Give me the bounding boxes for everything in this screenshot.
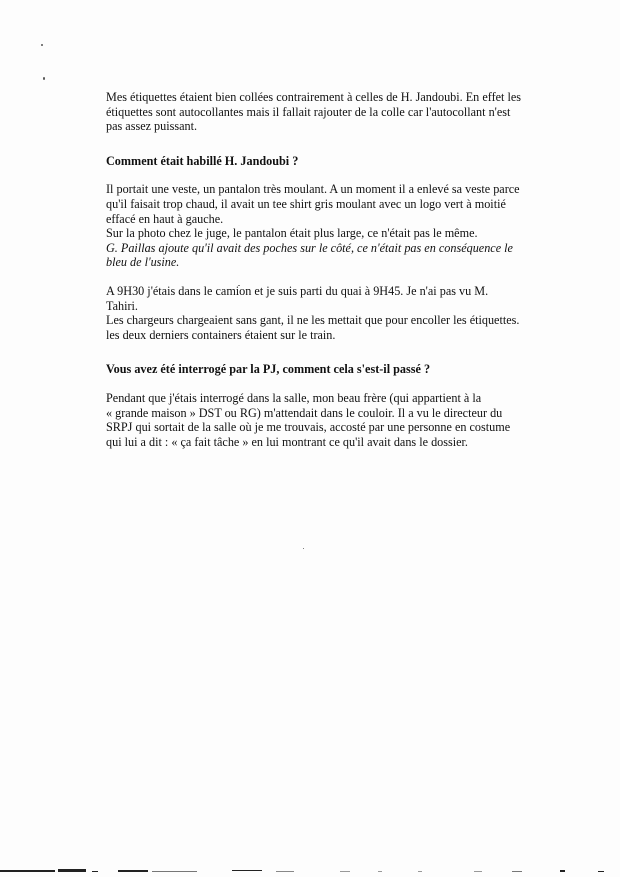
scan-speck xyxy=(303,548,304,549)
scan-mark xyxy=(92,871,98,872)
question-text: Comment était habillé H. Jandoubi ? xyxy=(106,153,299,168)
text-line: Pendant que j'étais interrogé dans la salle, mon beau frère (qui appartient à la xyxy=(106,390,482,405)
text-line: qu'il faisait trop chaud, il avait un tee shirt gris moulant avec un logo vert à moitié xyxy=(106,196,506,211)
text-line: A 9H30 j'étais dans le camion et je suis parti du quai à 9H45. Je n'ai pas vu M. xyxy=(106,283,489,298)
text-line: SRPJ qui sortait de la salle où je me trouvais, accosté par une personne en costume xyxy=(106,420,511,435)
text-line: effacé en haut à gauche. xyxy=(106,211,224,226)
scan-mark xyxy=(276,871,294,872)
question-text: Vous avez été interrogé par la PJ, comment cela s'est-il passé ? xyxy=(106,362,431,377)
scan-mark xyxy=(0,870,55,872)
text-line: Les chargeurs chargeaient sans gant, il ne les mettait que pour encoller les étiquettes. xyxy=(106,313,520,328)
scan-mark xyxy=(232,870,262,871)
scan-mark xyxy=(340,871,350,872)
question-heading xyxy=(106,362,538,377)
scan-mark xyxy=(474,871,482,872)
text-line: qui lui a dit : « ça fait tâche » en lui montrant ce qu'il avait dans le dossier. xyxy=(106,434,468,449)
scan-mark xyxy=(598,871,604,872)
scan-speck xyxy=(43,77,45,80)
text-line: étiquettes sont autocollantes mais il fallait rajouter de la colle car l'autocollant n'est xyxy=(106,104,511,119)
scan-mark xyxy=(560,870,565,872)
question-heading xyxy=(106,154,538,169)
scan-speck xyxy=(41,44,43,46)
document-body xyxy=(106,90,538,463)
paragraph-labels xyxy=(106,90,538,134)
scan-mark xyxy=(118,870,148,872)
paragraph-clothing xyxy=(106,182,538,270)
text-line: « grande maison » DST ou RG) m'attendait dans le couloir. Il a vu le directeur du xyxy=(106,405,503,420)
text-line: pas assez puissant. xyxy=(106,119,198,134)
text-line: Mes étiquettes étaient bien collées contrairement à celles de H. Jandoubi. En effet les xyxy=(106,90,522,104)
italic-note-line: bleu de l'usine. xyxy=(106,255,180,270)
scan-mark xyxy=(378,871,382,872)
paragraph-interrogation xyxy=(106,391,538,449)
italic-note-line: G. Paillas ajoute qu'il avait des poches sur le côté, ce n'était pas en conséquence le xyxy=(106,240,513,255)
scan-mark xyxy=(58,869,86,872)
text-line: Sur la photo chez le juge, le pantalon était plus large, ce n'était pas le même. xyxy=(106,226,478,241)
text-line: Tahiri. xyxy=(106,298,138,313)
scan-edge-artifacts xyxy=(0,860,620,877)
scan-mark xyxy=(418,871,422,872)
scan-mark xyxy=(512,871,522,872)
text-line: les deux derniers containers étaient sur le train. xyxy=(106,327,336,342)
paragraph-timeline xyxy=(106,284,538,342)
text-line: Il portait une veste, un pantalon très moulant. A un moment il a enlevé sa veste parce xyxy=(106,182,520,197)
scan-mark xyxy=(152,871,197,872)
